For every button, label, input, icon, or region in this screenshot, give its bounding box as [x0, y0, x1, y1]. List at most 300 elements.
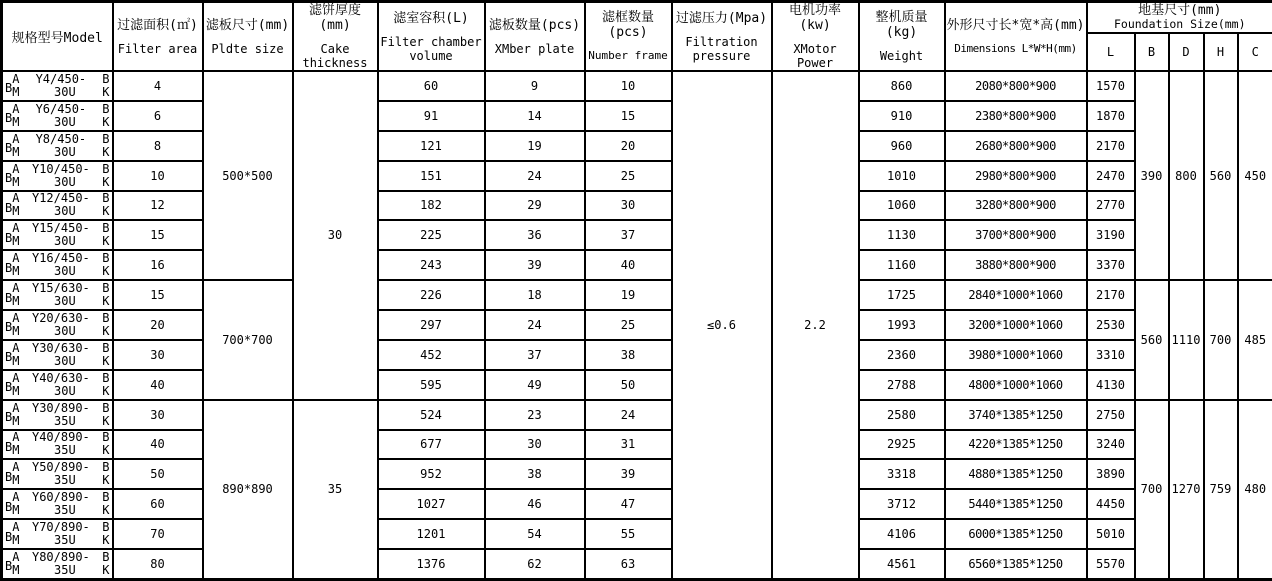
model-affix-mid-bottom: M	[12, 504, 19, 517]
model-layout	[5, 431, 110, 459]
model-affix-left: B	[5, 440, 12, 454]
model-affix-mid-bottom: M	[12, 415, 19, 428]
model-affix-mid-top: A	[12, 133, 19, 146]
spec-row	[2, 340, 1272, 370]
cell-foundation-d: 800	[1169, 71, 1204, 280]
model-affix-right	[102, 221, 109, 249]
cell-filter-area: 15	[113, 220, 203, 250]
model-affix-mid-bottom: M	[12, 534, 19, 547]
model-layout	[5, 192, 110, 220]
model-name-line2: 30U	[27, 235, 102, 248]
model-affix-mid-bottom: M	[12, 265, 19, 278]
model-affix-mid-bottom: M	[12, 86, 19, 99]
header-chamber-volume-en: Filter chamber volume	[380, 35, 483, 63]
cell-frame-qty: 47	[585, 489, 672, 519]
header-weight	[859, 2, 945, 72]
model-affix-right	[102, 72, 109, 100]
spec-row	[2, 519, 1272, 549]
model-affix-mid	[12, 401, 19, 429]
model-affix-mid	[12, 550, 19, 578]
model-affix-right-bottom: K	[102, 205, 109, 218]
cell-filter-area: 16	[113, 250, 203, 280]
spec-row	[2, 250, 1272, 280]
model-affix-mid-top: A	[12, 252, 19, 265]
model-affix-mid	[12, 371, 19, 399]
model-name-line2: 30U	[27, 295, 102, 308]
model-affix-right-top: B	[102, 491, 109, 504]
model-affix-right-bottom: K	[102, 534, 109, 547]
model-layout	[5, 490, 110, 518]
model-affix-right	[102, 102, 109, 130]
cell-frame-qty: 20	[585, 131, 672, 161]
model-name-line2: 35U	[27, 564, 102, 577]
model-affix-right-bottom: K	[102, 474, 109, 487]
model-name-line2: 30U	[27, 205, 102, 218]
model-affix-right-top: B	[102, 431, 109, 444]
model-layout	[5, 341, 110, 369]
model-name-line1: Y50/890-	[19, 461, 102, 474]
model-affix-left: B	[5, 320, 12, 334]
header-plate-size-en: Pldte size	[205, 42, 291, 56]
cell-weight: 860	[859, 71, 945, 101]
cell-plate-qty: 38	[485, 459, 585, 489]
model-affix-mid	[12, 132, 19, 160]
cell-foundation-b: 390	[1135, 71, 1169, 280]
cell-chamber-volume: 121	[378, 131, 485, 161]
cell-foundation-l: 3240	[1087, 430, 1135, 460]
cell-dimensions: 4880*1385*1250	[945, 459, 1087, 489]
cell-frame-qty: 38	[585, 340, 672, 370]
cell-weight: 2360	[859, 340, 945, 370]
model-name	[19, 221, 102, 249]
cell-dimensions: 6000*1385*1250	[945, 519, 1087, 549]
cell-cake-thickness: 30	[293, 71, 378, 400]
model-layout	[5, 401, 110, 429]
model-name-line1: Y60/890-	[19, 491, 102, 504]
model-affix-mid-bottom: M	[12, 235, 19, 248]
model-name-line2: 35U	[27, 415, 102, 428]
cell-filter-area: 30	[113, 340, 203, 370]
model-cell	[2, 549, 113, 579]
cell-frame-qty: 10	[585, 71, 672, 101]
cell-foundation-d: 1270	[1169, 400, 1204, 579]
cell-weight: 3712	[859, 489, 945, 519]
cell-filter-area: 20	[113, 310, 203, 340]
cell-plate-size: 500*500	[203, 71, 293, 280]
model-affix-right-bottom: K	[102, 355, 109, 368]
cell-filter-area: 80	[113, 549, 203, 579]
model-name-line2: 30U	[27, 116, 102, 129]
cell-plate-qty: 30	[485, 430, 585, 460]
model-name-line1: Y70/890-	[19, 521, 102, 534]
cell-frame-qty: 63	[585, 549, 672, 579]
model-name	[19, 431, 102, 459]
header-plate-qty-en: XMber plate	[487, 42, 583, 56]
cell-plate-qty: 62	[485, 549, 585, 579]
header-dimensions-zh: 外形尺寸长*宽*高(mm)	[947, 18, 1085, 33]
model-cell	[2, 220, 113, 250]
cell-weight: 3318	[859, 459, 945, 489]
model-affix-right-bottom: K	[102, 295, 109, 308]
spec-row	[2, 459, 1272, 489]
model-name-line1: Y80/890-	[19, 551, 102, 564]
model-affix-mid-top: A	[12, 372, 19, 385]
cell-foundation-l: 5570	[1087, 549, 1135, 579]
model-affix-mid-top: A	[12, 312, 19, 325]
model-affix-mid	[12, 490, 19, 518]
spec-row	[2, 370, 1272, 400]
model-affix-mid-top: A	[12, 461, 19, 474]
model-name-line1: Y15/630-	[19, 282, 102, 295]
cell-chamber-volume: 1201	[378, 519, 485, 549]
cell-plate-size: 700*700	[203, 280, 293, 400]
header-frame-qty-zh: 滤框数量(pcs)	[587, 10, 670, 40]
cell-filter-area: 15	[113, 280, 203, 310]
spec-row	[2, 489, 1272, 519]
model-affix-mid	[12, 102, 19, 130]
model-cell	[2, 310, 113, 340]
spec-row	[2, 101, 1272, 131]
header-power-zh: 电机功率(kw)	[774, 3, 857, 33]
cell-weight: 1060	[859, 191, 945, 221]
spec-row	[2, 280, 1272, 310]
header-pressure-zh: 过滤压力(Mpa)	[674, 11, 770, 26]
model-layout	[5, 550, 110, 578]
model-name	[19, 371, 102, 399]
spec-row	[2, 400, 1272, 430]
cell-chamber-volume: 452	[378, 340, 485, 370]
cell-cake-thickness: 35	[293, 400, 378, 579]
header-filter-area	[113, 2, 203, 72]
cell-frame-qty: 24	[585, 400, 672, 430]
model-affix-left: B	[5, 559, 12, 573]
model-layout	[5, 281, 110, 309]
model-name	[19, 251, 102, 279]
cell-chamber-volume: 297	[378, 310, 485, 340]
model-affix-right-top: B	[102, 312, 109, 325]
cell-foundation-l: 5010	[1087, 519, 1135, 549]
header-filter-area-en: Filter area	[115, 42, 201, 56]
cell-dimensions: 4800*1000*1060	[945, 370, 1087, 400]
header-chamber-volume	[378, 2, 485, 72]
model-affix-mid-top: A	[12, 402, 19, 415]
cell-chamber-volume: 91	[378, 101, 485, 131]
model-affix-mid-top: A	[12, 103, 19, 116]
cell-chamber-volume: 1376	[378, 549, 485, 579]
model-cell	[2, 250, 113, 280]
header-plate-qty	[485, 2, 585, 72]
model-affix-mid	[12, 341, 19, 369]
model-affix-left: B	[5, 470, 12, 484]
spec-row	[2, 220, 1272, 250]
model-affix-mid-top: A	[12, 431, 19, 444]
model-affix-mid-bottom: M	[12, 385, 19, 398]
model-affix-left: B	[5, 141, 12, 155]
model-affix-right-top: B	[102, 282, 109, 295]
cell-foundation-c: 485	[1238, 280, 1272, 400]
model-affix-mid-bottom: M	[12, 116, 19, 129]
model-affix-mid-top: A	[12, 73, 19, 86]
model-name	[19, 550, 102, 578]
cell-chamber-volume: 60	[378, 71, 485, 101]
model-affix-right-top: B	[102, 372, 109, 385]
cell-plate-qty: 18	[485, 280, 585, 310]
cell-frame-qty: 19	[585, 280, 672, 310]
model-affix-mid-bottom: M	[12, 474, 19, 487]
cell-chamber-volume: 182	[378, 191, 485, 221]
cell-foundation-l: 2170	[1087, 280, 1135, 310]
cell-plate-qty: 14	[485, 101, 585, 131]
header-plate-qty-zh: 滤板数量(pcs)	[487, 18, 583, 33]
header-pressure	[672, 2, 772, 72]
model-affix-right	[102, 311, 109, 339]
model-name-line1: Y8/450-	[19, 133, 102, 146]
model-affix-mid-top: A	[12, 192, 19, 205]
cell-chamber-volume: 524	[378, 400, 485, 430]
model-name-line1: Y30/630-	[19, 342, 102, 355]
model-affix-right	[102, 132, 109, 160]
model-affix-mid-bottom: M	[12, 325, 19, 338]
model-affix-mid	[12, 460, 19, 488]
cell-plate-qty: 37	[485, 340, 585, 370]
model-affix-left: B	[5, 261, 12, 275]
model-affix-mid	[12, 281, 19, 309]
cell-filter-area: 8	[113, 131, 203, 161]
model-affix-mid-bottom: M	[12, 146, 19, 159]
model-layout	[5, 251, 110, 279]
cell-weight: 2788	[859, 370, 945, 400]
model-affix-right-top: B	[102, 252, 109, 265]
cell-filter-area: 50	[113, 459, 203, 489]
header-cake-thickness-zh: 滤饼厚度(mm)	[295, 3, 376, 33]
model-affix-left: B	[5, 231, 12, 245]
cell-weight: 1010	[859, 161, 945, 191]
model-name-line1: Y12/450-	[19, 192, 102, 205]
cell-foundation-l: 2750	[1087, 400, 1135, 430]
cell-weight: 1993	[859, 310, 945, 340]
model-affix-right-bottom: K	[102, 265, 109, 278]
cell-dimensions: 2680*800*900	[945, 131, 1087, 161]
model-affix-right-top: B	[102, 73, 109, 86]
model-affix-right-top: B	[102, 192, 109, 205]
model-name-line2: 30U	[27, 325, 102, 338]
model-affix-mid-top: A	[12, 282, 19, 295]
model-affix-right-bottom: K	[102, 385, 109, 398]
model-affix-left: B	[5, 171, 12, 185]
model-affix-right	[102, 371, 109, 399]
model-cell	[2, 370, 113, 400]
model-affix-mid-top: A	[12, 222, 19, 235]
cell-plate-qty: 54	[485, 519, 585, 549]
cell-filter-area: 70	[113, 519, 203, 549]
model-name-line1: Y40/630-	[19, 372, 102, 385]
model-name-line2: 30U	[27, 86, 102, 99]
header-foundation-c: C	[1238, 33, 1272, 71]
model-name-line1: Y15/450-	[19, 222, 102, 235]
cell-frame-qty: 31	[585, 430, 672, 460]
header-plate-size	[203, 2, 293, 72]
model-name	[19, 281, 102, 309]
cell-frame-qty: 50	[585, 370, 672, 400]
cell-chamber-volume: 226	[378, 280, 485, 310]
model-affix-mid-bottom: M	[12, 564, 19, 577]
cell-filter-area: 30	[113, 400, 203, 430]
model-affix-mid-bottom: M	[12, 176, 19, 189]
model-affix-mid-bottom: M	[12, 205, 19, 218]
spec-row	[2, 430, 1272, 460]
model-name-line1: Y16/450-	[19, 252, 102, 265]
model-name-line2: 30U	[27, 146, 102, 159]
model-layout	[5, 311, 110, 339]
model-affix-mid-top: A	[12, 491, 19, 504]
model-name-line1: Y30/890-	[19, 402, 102, 415]
cell-power: 2.2	[772, 71, 859, 579]
model-affix-right-top: B	[102, 133, 109, 146]
cell-foundation-l: 3890	[1087, 459, 1135, 489]
model-cell	[2, 71, 113, 101]
spec-row	[2, 549, 1272, 579]
model-affix-mid	[12, 72, 19, 100]
spec-table-body	[2, 71, 1272, 579]
model-affix-right	[102, 520, 109, 548]
model-affix-left: B	[5, 500, 12, 514]
header-chamber-volume-zh: 滤室容积(L)	[380, 11, 483, 26]
cell-dimensions: 3880*800*900	[945, 250, 1087, 280]
model-layout	[5, 102, 110, 130]
header-frame-qty	[585, 2, 672, 72]
cell-pressure: ≤0.6	[672, 71, 772, 579]
cell-weight: 1130	[859, 220, 945, 250]
cell-plate-qty: 19	[485, 131, 585, 161]
model-name	[19, 102, 102, 130]
model-affix-mid	[12, 162, 19, 190]
spec-row	[2, 71, 1272, 101]
header-power-en: XMotor Power	[774, 42, 857, 70]
model-cell	[2, 131, 113, 161]
header-cake-thickness	[293, 2, 378, 72]
cell-weight: 960	[859, 131, 945, 161]
cell-foundation-c: 480	[1238, 400, 1272, 579]
model-affix-left: B	[5, 530, 12, 544]
model-affix-right-top: B	[102, 402, 109, 415]
model-affix-right	[102, 550, 109, 578]
spec-row	[2, 161, 1272, 191]
cell-weight: 2925	[859, 430, 945, 460]
cell-dimensions: 2080*800*900	[945, 71, 1087, 101]
cell-foundation-h: 700	[1204, 280, 1238, 400]
model-affix-right-top: B	[102, 342, 109, 355]
cell-dimensions: 5440*1385*1250	[945, 489, 1087, 519]
model-affix-right-top: B	[102, 222, 109, 235]
cell-filter-area: 60	[113, 489, 203, 519]
cell-dimensions: 2980*800*900	[945, 161, 1087, 191]
header-foundation-zh: 地基尺寸(mm)	[1089, 4, 1272, 18]
model-affix-left: B	[5, 81, 12, 95]
model-layout	[5, 460, 110, 488]
model-name-line1: Y10/450-	[19, 163, 102, 176]
model-layout	[5, 371, 110, 399]
cell-foundation-l: 1570	[1087, 71, 1135, 101]
cell-plate-qty: 24	[485, 310, 585, 340]
model-name	[19, 192, 102, 220]
cell-frame-qty: 15	[585, 101, 672, 131]
header-foundation-b: B	[1135, 33, 1169, 71]
model-cell	[2, 161, 113, 191]
header-foundation-l: L	[1087, 33, 1135, 71]
cell-plate-qty: 24	[485, 161, 585, 191]
model-affix-right	[102, 162, 109, 190]
header-plate-size-zh: 滤板尺寸(mm)	[205, 18, 291, 33]
model-name	[19, 311, 102, 339]
cell-dimensions: 6560*1385*1250	[945, 549, 1087, 579]
model-affix-right-bottom: K	[102, 325, 109, 338]
cell-weight: 4561	[859, 549, 945, 579]
model-affix-right	[102, 251, 109, 279]
cell-foundation-d: 1110	[1169, 280, 1204, 400]
model-name-line2: 30U	[27, 265, 102, 278]
model-cell	[2, 340, 113, 370]
model-name-line2: 35U	[27, 534, 102, 547]
header-cake-thickness-en: Cake thickness	[295, 42, 376, 70]
cell-frame-qty: 55	[585, 519, 672, 549]
model-affix-mid-top: A	[12, 521, 19, 534]
model-affix-mid-top: A	[12, 163, 19, 176]
cell-chamber-volume: 952	[378, 459, 485, 489]
table-header	[2, 2, 1272, 72]
model-cell	[2, 459, 113, 489]
cell-dimensions: 3740*1385*1250	[945, 400, 1087, 430]
cell-foundation-h: 560	[1204, 71, 1238, 280]
cell-frame-qty: 25	[585, 161, 672, 191]
cell-foundation-l: 2470	[1087, 161, 1135, 191]
cell-chamber-volume: 243	[378, 250, 485, 280]
cell-foundation-l: 4450	[1087, 489, 1135, 519]
header-foundation	[1087, 2, 1272, 34]
model-name	[19, 490, 102, 518]
model-layout	[5, 221, 110, 249]
model-affix-mid	[12, 221, 19, 249]
model-affix-right	[102, 192, 109, 220]
model-affix-mid	[12, 192, 19, 220]
header-foundation-en: Foundation Size(mm)	[1089, 18, 1272, 31]
model-name	[19, 520, 102, 548]
header-dimensions-en: Dimensions L*W*H(mm)	[947, 42, 1085, 56]
model-affix-right	[102, 460, 109, 488]
cell-dimensions: 3200*1000*1060	[945, 310, 1087, 340]
cell-filter-area: 4	[113, 71, 203, 101]
model-layout	[5, 72, 110, 100]
header-weight-zh: 整机质量(kg)	[861, 10, 943, 40]
model-name	[19, 401, 102, 429]
model-affix-right	[102, 401, 109, 429]
header-power	[772, 2, 859, 72]
model-name-line1: Y4/450-	[19, 73, 102, 86]
model-name-line2: 35U	[27, 474, 102, 487]
model-name-line1: Y40/890-	[19, 431, 102, 444]
cell-plate-qty: 49	[485, 370, 585, 400]
spec-row	[2, 310, 1272, 340]
header-frame-qty-en: Number frame	[587, 49, 670, 63]
model-cell	[2, 400, 113, 430]
model-affix-right-bottom: K	[102, 235, 109, 248]
model-name-line1: Y20/630-	[19, 312, 102, 325]
cell-dimensions: 4220*1385*1250	[945, 430, 1087, 460]
model-layout	[5, 162, 110, 190]
cell-weight: 4106	[859, 519, 945, 549]
cell-foundation-b: 560	[1135, 280, 1169, 400]
model-affix-left: B	[5, 380, 12, 394]
header-pressure-en: Filtration pressure	[674, 35, 770, 63]
